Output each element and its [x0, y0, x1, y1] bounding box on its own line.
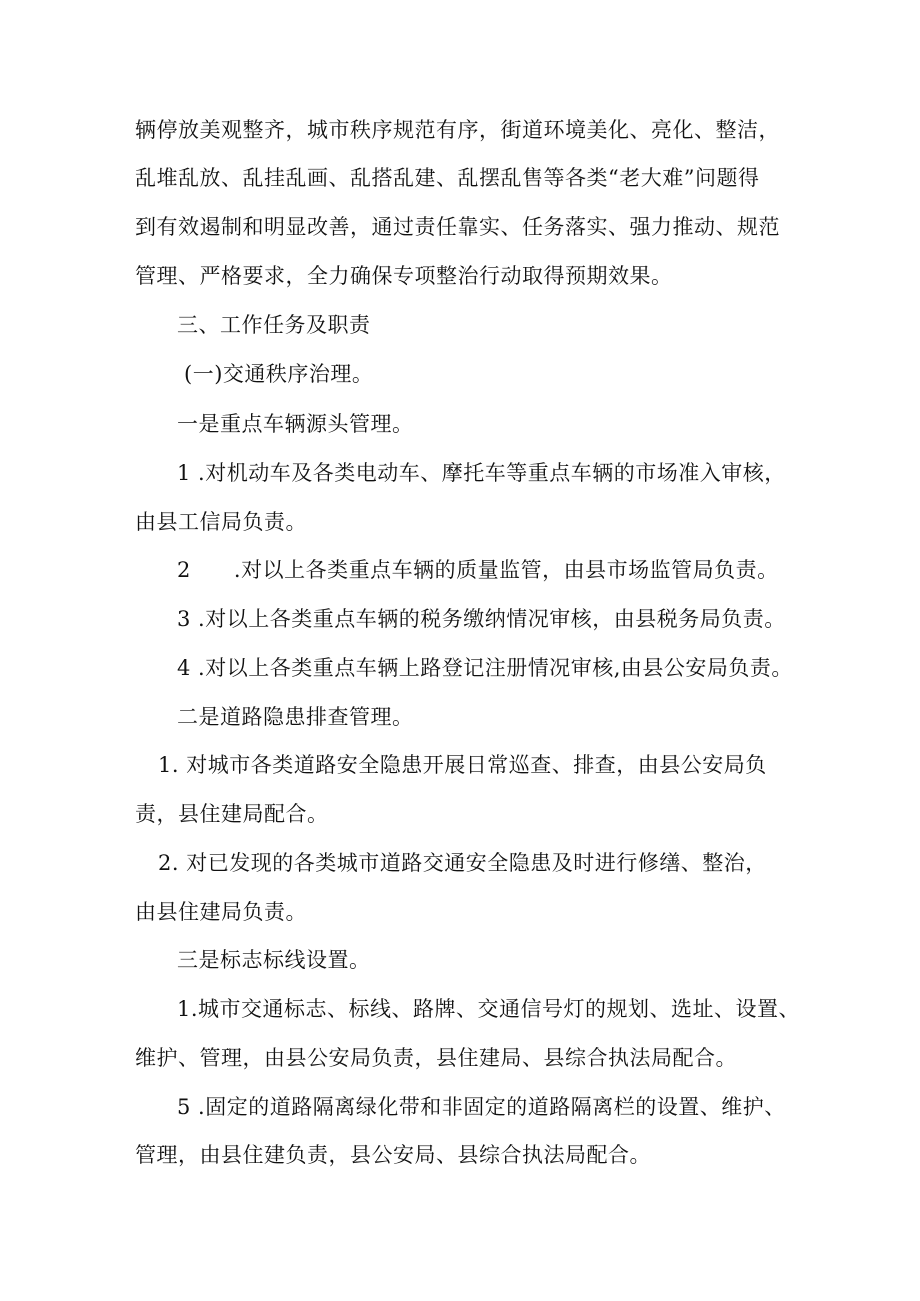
text-line-20: 维护、管理，由县公安局负责，县住建局、县综合执法局配合。	[135, 1046, 737, 1070]
item-heading-vehicle-source: 一是重点车辆源头管理。	[177, 412, 414, 436]
text-line-21: 5 .固定的道路隔离绿化带和非固定的道路隔离栏的设置、维护、	[177, 1095, 786, 1119]
item-heading-signs-markings: 三是标志标线设置。	[177, 948, 371, 972]
text-line-17: 由县住建局负责。	[135, 900, 307, 924]
text-line-19: 1.城市交通标志、标线、路牌、交通信号灯的规划、选址、设置、	[177, 997, 801, 1021]
text-line-3: 到有效遏制和明显改善，通过责任靠实、任务落实、强力推动、规范	[135, 215, 780, 239]
text-line-22: 管理，由县住建负责，县公安局、县综合执法局配合。	[135, 1143, 651, 1167]
subsection-heading: (一)交通秩序治理。	[184, 362, 374, 386]
text-line-12: 4 .对以上各类重点车辆上路登记注册情况审核,由县公安局负责。	[177, 656, 793, 680]
text-line-14: 1. 对城市各类道路安全隐患开展日常巡查、排查，由县公安局负	[158, 753, 767, 777]
text-line-11: 3 .对以上各类重点车辆的税务缴纳情况审核，由县税务局负责。	[177, 607, 786, 631]
text-line-2: 乱堆乱放、乱挂乱画、乱搭乱建、乱摆乱售等各类“老大难”问题得	[135, 166, 760, 190]
text-line-8: 1 .对机动车及各类电动车、摩托车等重点车辆的市场准入审核，	[177, 461, 786, 485]
text-line-1: 辆停放美观整齐，城市秩序规范有序，街道环境美化、亮化、整洁，	[135, 118, 780, 142]
text-line-10: 2 .对以上各类重点车辆的质量监管，由县市场监管局负责。	[177, 558, 779, 582]
text-line-4: 管理、严格要求，全力确保专项整治行动取得预期效果。	[135, 264, 673, 288]
text-line-15: 责，县住建局配合。	[135, 802, 329, 826]
text-line-16: 2. 对已发现的各类城市道路交通安全隐患及时进行修缮、整治，	[158, 851, 767, 875]
text-line-9: 由县工信局负责。	[135, 510, 307, 534]
item-heading-road-hazard: 二是道路隐患排查管理。	[177, 705, 414, 729]
section-heading: 三、工作任务及职责	[177, 313, 371, 337]
